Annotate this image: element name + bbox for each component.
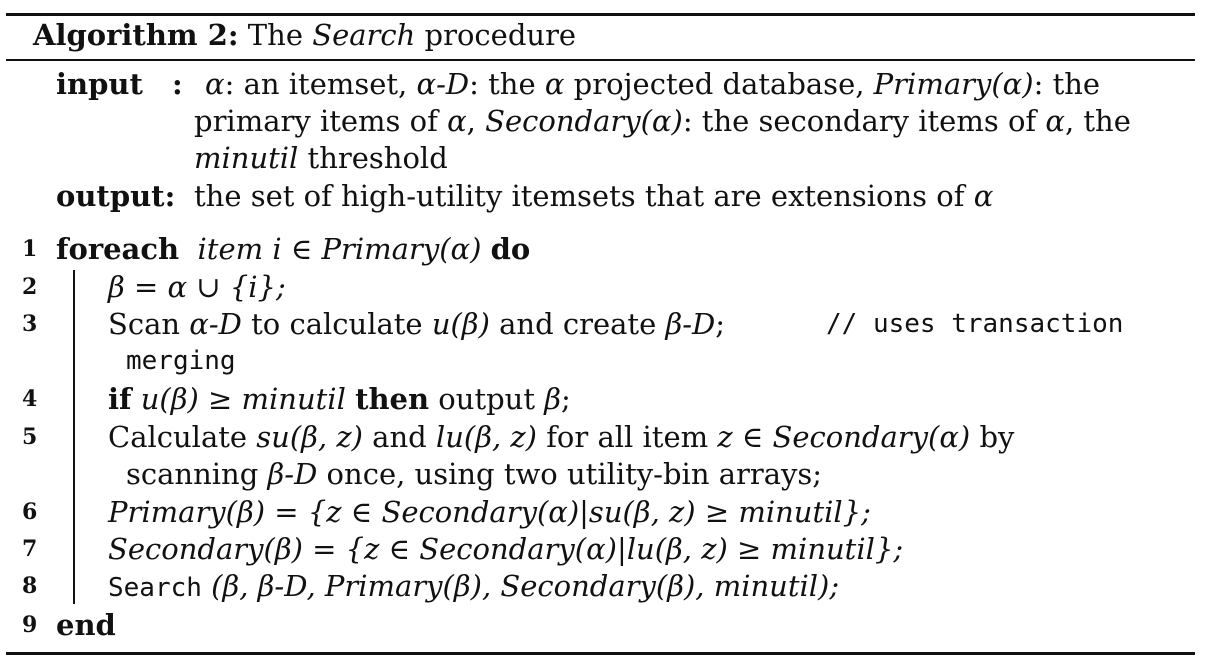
algorithm-line-9: end: [56, 608, 116, 642]
output-text: the set of high-utility itemsets that are extensions of α: [194, 179, 994, 213]
algorithm-line-5: Calculate su(β, z) and lu(β, z) for all item z ∈ Secondary(α) by: [108, 420, 1015, 454]
output-keyword: output:: [56, 179, 176, 213]
algorithm-caption: [33, 18, 576, 52]
line-number-1: 1: [22, 236, 38, 262]
caption-label: Algorithm 2:: [33, 18, 239, 52]
algorithm-line-2: β = α ∪ {i};: [108, 270, 286, 304]
bottom-rule: [6, 652, 1195, 655]
caption-rule: [6, 59, 1195, 61]
line-3-continuation: merging: [126, 346, 236, 376]
caption-name: Search: [312, 18, 416, 52]
input-keyword: input: [56, 67, 143, 101]
line-number-5: 5: [22, 424, 38, 450]
line-number-6: 6: [22, 499, 38, 525]
algorithm-line-8: Search (β, β-D, Primary(β), Secondary(β), minutil);: [108, 569, 840, 603]
line-5-continuation: scanning β-D once, using two utility-bin arrays;: [126, 457, 823, 491]
input-colon: :: [172, 67, 183, 101]
input-line-2: primary items of α, Secondary(α): the secondary items of α, the: [194, 104, 1131, 138]
line-number-2: 2: [22, 274, 38, 300]
top-rule: [6, 13, 1195, 16]
line-3-comment: // uses transaction: [826, 309, 1124, 339]
algorithm-line-4: if u(β) ≥ minutil then output β;: [108, 382, 571, 416]
line-number-9: 9: [22, 612, 38, 638]
caption-text-pre: The: [247, 18, 303, 52]
input-line-3: minutil threshold: [194, 141, 448, 175]
block-indent-bar: [73, 270, 75, 604]
line-number-7: 7: [22, 536, 38, 562]
algorithm-line-7: Secondary(β) = {z ∈ Secondary(α)|lu(β, z) ≥ minutil};: [108, 532, 904, 566]
line-number-8: 8: [22, 573, 38, 599]
caption-text-post: procedure: [424, 18, 577, 52]
line-number-4: 4: [22, 386, 38, 412]
line-number-3: 3: [22, 311, 38, 337]
algorithm-line-1: foreach item i ∈ Primary(α) do: [56, 232, 531, 266]
input-line-1: α: an itemset, α-D: the α projected database, Primary(α): the: [205, 67, 1101, 101]
algorithm-line-3: Scan α-D to calculate u(β) and create β-D;: [108, 307, 726, 341]
algorithm-line-6: Primary(β) = {z ∈ Secondary(α)|su(β, z) ≥ minutil};: [108, 495, 871, 529]
